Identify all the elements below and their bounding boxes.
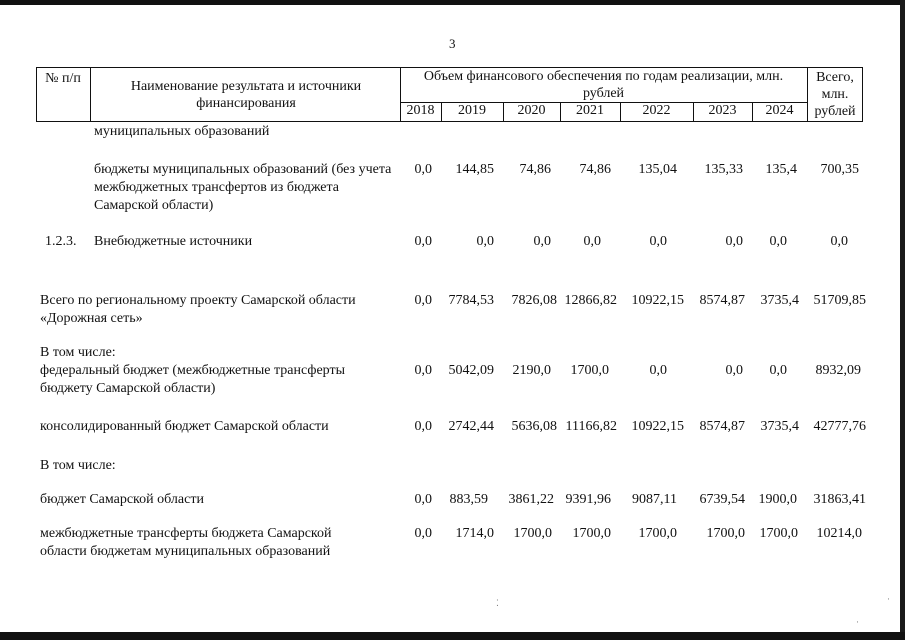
value-cell: 74,86 [519,162,551,177]
row-label: В том числе: [40,458,116,473]
page-border-right [900,0,905,640]
value-cell: 0,0 [414,234,432,249]
value-cell: 9087,11 [632,492,677,507]
year-2022: 2022 [642,103,671,118]
row-label: Внебюджетные источники [94,234,253,249]
value-cell: 0,0 [725,234,743,249]
value-cell: 0,0 [414,162,432,177]
row-number: 1.2.3. [45,234,77,249]
year-2020: 2020 [517,103,546,118]
value-cell: 1700,0 [570,363,609,378]
value-cell: 5636,08 [511,419,557,434]
row-label: В том числе: [40,345,116,360]
scan-speck: ⁚ [496,598,499,608]
row-label: консолидированный бюджет Самарской области [40,419,329,434]
row-label: муниципальных образований [94,124,270,139]
scan-speck: · [887,594,890,604]
value-cell: 0,0 [830,234,848,249]
header-name: Наименование результата и источники финансирования [130,79,362,111]
year-2018: 2018 [406,103,435,118]
page-number: 3 [449,36,456,51]
page-border-top [0,0,905,5]
header-volume: Объем финансового обеспечения по годам реализации, млн. рублей [423,69,784,101]
header-num: № п/п [45,71,81,86]
year-2023: 2023 [708,103,737,118]
row-label: бюджет Самарской области [40,492,204,507]
year-2021: 2021 [576,103,604,118]
row-label: бюджеты муниципальных образований (без учета межбюджетных трансфертов из бюджета Самарской области) [94,162,392,213]
value-cell: 2190,0 [512,363,551,378]
value-cell: 1700,0 [638,526,677,541]
value-cell: 10922,15 [631,419,684,434]
row-label: межбюджетные трансферты бюджета Самарской области бюджетам муниципальных образований [40,526,332,559]
value-cell: 3735,4 [760,419,799,434]
value-cell: 8574,87 [699,419,745,434]
value-cell: 1900,0 [758,492,797,507]
value-cell: 0,0 [769,234,787,249]
value-cell: 0,0 [769,363,787,378]
value-cell: 1700,0 [759,526,798,541]
value-cell: 0,0 [583,234,601,249]
value-cell: 135,04 [638,162,677,177]
value-cell: 51709,85 [813,293,866,308]
value-cell: 0,0 [414,363,432,378]
value-cell: 8932,09 [815,363,861,378]
value-cell: 0,0 [649,234,667,249]
value-cell: 2742,44 [448,419,494,434]
value-cell: 0,0 [476,234,494,249]
value-cell: 10922,15 [631,293,684,308]
value-cell: 10214,0 [816,526,862,541]
value-cell: 0,0 [414,293,432,308]
value-cell: 0,0 [533,234,551,249]
scan-speck: · [856,617,859,627]
value-cell: 9391,96 [565,492,611,507]
header-total: Всего, млн. рублей [814,70,856,119]
value-cell: 135,33 [704,162,743,177]
value-cell: 700,35 [820,162,859,177]
value-cell: 12866,82 [564,293,617,308]
value-cell: 11166,82 [565,419,617,434]
value-cell: 8574,87 [699,293,745,308]
value-cell: 3735,4 [760,293,799,308]
row-label: Всего по региональному проекту Самарской области «Дорожная сеть» [40,293,356,326]
value-cell: 1700,0 [572,526,611,541]
year-2024: 2024 [765,103,794,118]
value-cell: 1700,0 [513,526,552,541]
value-cell: 0,0 [414,526,432,541]
value-cell: 883,59 [449,492,488,507]
page-border-bottom [0,632,905,640]
value-cell: 31863,41 [813,492,866,507]
value-cell: 144,85 [455,162,494,177]
year-2019: 2019 [458,103,486,118]
value-cell: 0,0 [649,363,667,378]
value-cell: 1714,0 [455,526,494,541]
value-cell: 3861,22 [508,492,554,507]
value-cell: 7784,53 [448,293,494,308]
value-cell: 1700,0 [706,526,745,541]
value-cell: 135,4 [765,162,797,177]
value-cell: 42777,76 [813,419,866,434]
value-cell: 0,0 [725,363,743,378]
value-cell: 0,0 [414,492,432,507]
value-cell: 0,0 [414,419,432,434]
value-cell: 7826,08 [511,293,557,308]
value-cell: 74,86 [579,162,611,177]
row-label: федеральный бюджет (межбюджетные трансферты бюджету Самарской области) [40,363,346,396]
value-cell: 6739,54 [699,492,745,507]
value-cell: 5042,09 [448,363,494,378]
